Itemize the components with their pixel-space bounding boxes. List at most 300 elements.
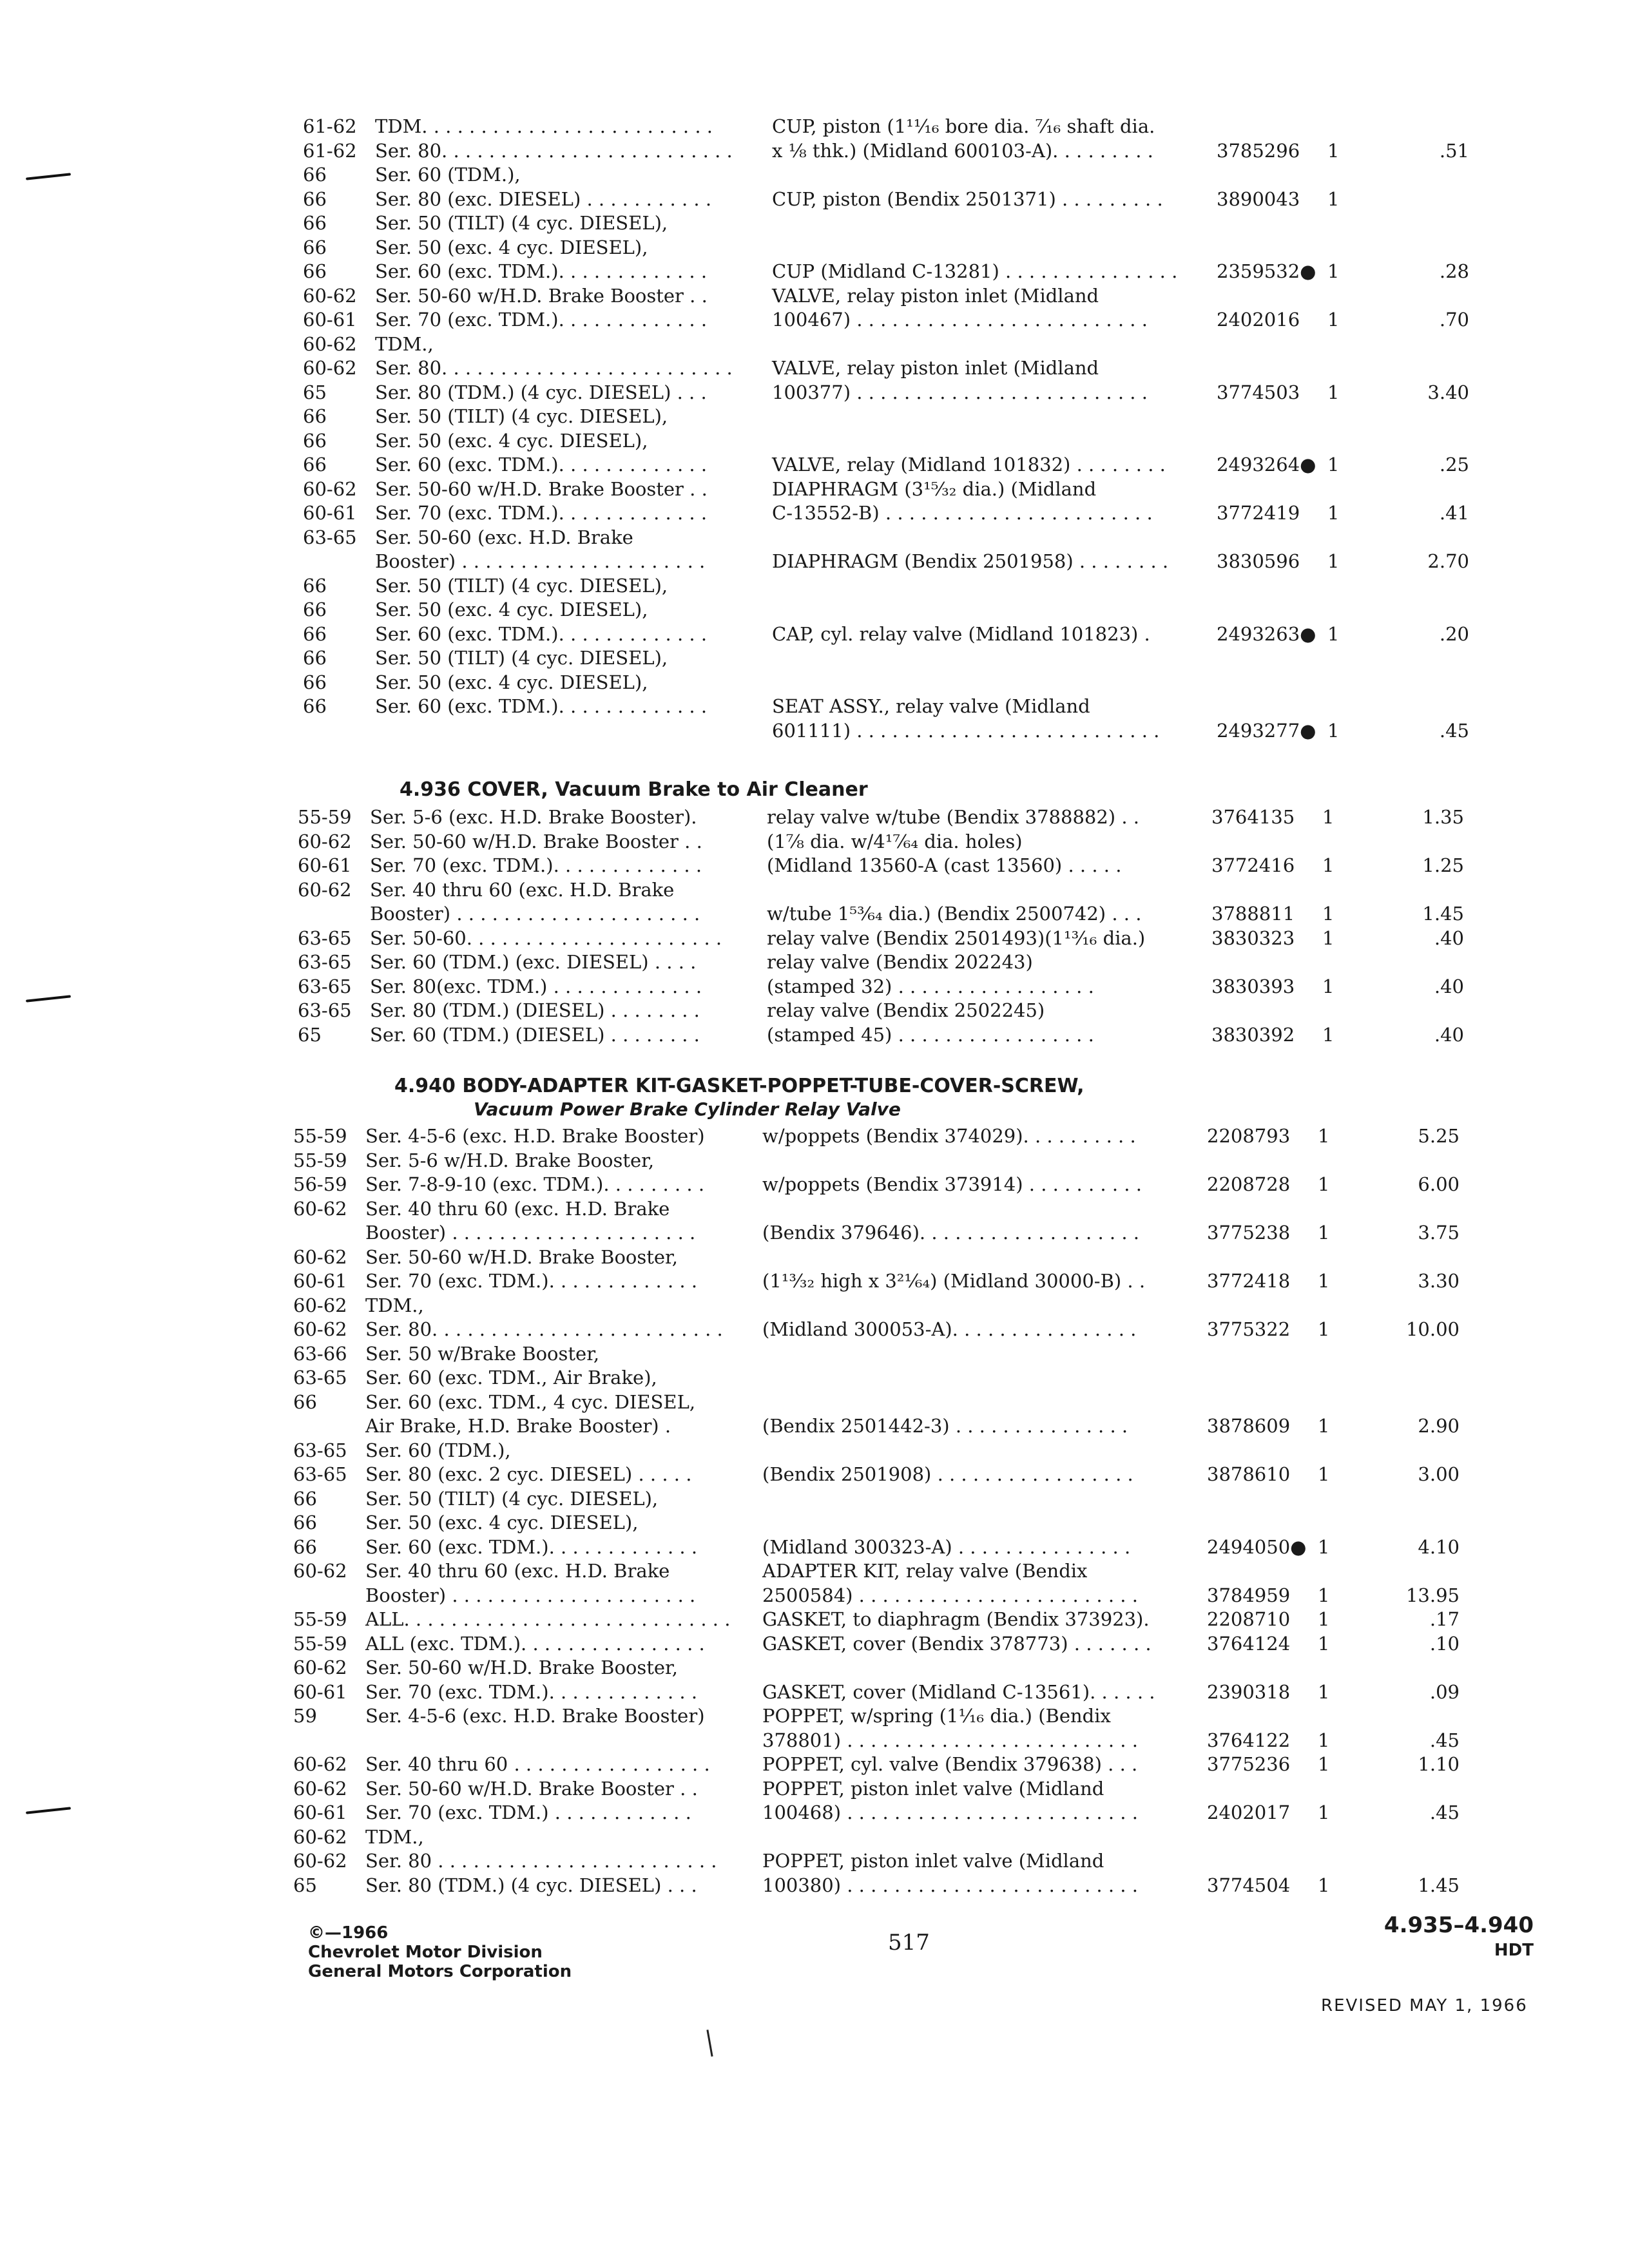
model-year: 55-59 [298,806,352,828]
table-row [298,878,1522,903]
list-price: 1.10 [1418,1753,1460,1775]
list-price: 1.25 [1422,854,1464,876]
series-application: Ser. 80 (TDM.) (4 cyc. DIESEL) . . . [375,381,707,403]
model-year: 63-65 [298,951,352,973]
table-row [293,1511,1518,1535]
series-application: Ser. 60 (exc. TDM.). . . . . . . . . . . . . [375,454,708,476]
copyright: ©—1966 [308,1923,389,1943]
table-row [303,260,1527,284]
table-row [293,1801,1518,1825]
series-application: Ser. 60 (exc. TDM.). . . . . . . . . . . . . [375,695,708,717]
series-application: Ser. 50-60 w/H.D. Brake Booster . . [375,477,708,500]
table-row [293,1753,1518,1777]
table-row [303,211,1527,236]
table-row [293,1439,1518,1463]
part-description: relay valve (Bendix 202243) [767,951,1033,973]
series-application: Ser. 50-60 w/H.D. Brake Booster, [365,1657,678,1678]
quantity: 1 [1318,1415,1330,1437]
model-year: 60-62 [298,878,352,901]
table-row [293,1342,1518,1367]
quantity: 1 [1322,854,1335,876]
list-price: 2.90 [1418,1415,1460,1437]
section-subtitle-4940: Vacuum Power Brake Cylinder Relay Valve [474,1099,901,1120]
revised-date: REVISED MAY 1, 1966 [1321,1996,1528,2015]
table-row [303,139,1527,164]
part-description: 100467) . . . . . . . . . . . . . . . . . . . . . . . . . [772,309,1148,331]
table-row [293,1294,1518,1318]
series-application: Ser. 60 (TDM.) (exc. DIESEL) . . . . [370,951,697,973]
series-application: Ser. 40 thru 60 . . . . . . . . . . . . . . . . . [365,1753,710,1775]
series-application: Ser. 50 (TILT) (4 cyc. DIESEL), [375,405,668,427]
series-application: Ser. 60 (exc. TDM., Air Brake), [365,1367,657,1389]
series-application: Ser. 50 (exc. 4 cyc. DIESEL), [375,671,648,693]
part-number: 2494050● [1207,1535,1307,1558]
part-number: 3774503 [1217,381,1300,403]
part-description: GASKET, cover (Midland C-13561). . . . . . [762,1680,1155,1703]
section-range-label [1366,1912,1534,1960]
part-description: (Midland 300323-A) . . . . . . . . . . . . . . . [762,1535,1131,1558]
series-application: ALL. . . . . . . . . . . . . . . . . . . . . . . . . . . . [365,1608,731,1630]
series-application: Ser. 60 (exc. TDM.). . . . . . . . . . . . . [375,260,708,282]
quantity: 1 [1318,1753,1330,1775]
part-number: 3772419 [1217,502,1300,524]
model-year: 66 [303,164,327,186]
list-price: 6.00 [1418,1173,1460,1195]
table-row [293,1825,1518,1850]
part-number: 2402017 [1207,1802,1291,1823]
quantity: 1 [1327,502,1340,524]
model-year: 60-62 [303,284,357,307]
model-year: 66 [303,599,327,620]
division-name: Chevrolet Motor Division [308,1943,543,1962]
part-description: GASKET, to diaphragm (Bendix 373923). [762,1608,1150,1630]
model-year: 66 [303,236,327,258]
parts-table-4940 [293,1124,1518,1898]
table-row [293,1704,1518,1729]
series-application: Ser. 50 (exc. 4 cyc. DIESEL), [375,429,648,452]
model-year: 63-65 [298,927,352,949]
list-price: .20 [1439,622,1469,645]
model-year: 60-62 [293,1825,347,1848]
series-application: Ser. 50-60 (exc. H.D. Brake [375,526,633,548]
quantity: 1 [1327,187,1340,210]
table-row [293,1197,1518,1222]
parts-table-4936 [298,805,1522,1047]
series-application: Ser. 50 (exc. 4 cyc. DIESEL), [365,1512,639,1533]
part-number: 3775322 [1207,1318,1291,1340]
table-row [303,622,1527,647]
part-description: 378801) . . . . . . . . . . . . . . . . . . . . . . . . . [762,1729,1138,1751]
list-price: .09 [1429,1680,1460,1703]
model-year: 60-62 [293,1560,347,1582]
part-number: 2493264● [1217,454,1316,476]
part-description: w/poppets (Bendix 373914) . . . . . . . . . . [762,1173,1142,1195]
part-number: 3772416 [1211,854,1295,876]
table-row [303,187,1527,212]
part-number: 2390318 [1207,1680,1291,1703]
table-row [293,1414,1518,1439]
part-number: 2493277● [1217,719,1316,742]
table-row [293,1656,1518,1680]
table-row [293,1366,1518,1390]
quantity: 1 [1318,1125,1330,1147]
part-description: CAP, cyl. relay valve (Midland 101823) . [772,622,1150,645]
model-year: 60-62 [293,1777,347,1800]
quantity: 1 [1322,975,1335,997]
quantity: 1 [1318,1802,1330,1823]
model-year: 66 [303,454,327,476]
table-row [303,356,1527,381]
table-row [293,1584,1518,1608]
part-description: w/tube 1⁵³⁄₆₄ dia.) (Bendix 2500742) . . . [767,903,1142,925]
series-application: Ser. 60 (exc. TDM.). . . . . . . . . . . . . [365,1535,698,1558]
table-row [298,927,1522,951]
list-price: .51 [1439,139,1469,162]
table-row [293,1874,1518,1898]
series-application: Ser. 80 . . . . . . . . . . . . . . . . . . . . . . . . [365,1850,717,1872]
page-number: 517 [888,1930,930,1956]
table-row [293,1608,1518,1632]
model-year: 63-65 [293,1367,347,1389]
model-year: 63-66 [293,1342,347,1365]
model-year: 66 [303,574,327,597]
series-application: Ser. 60 (TDM.) (DIESEL) . . . . . . . . [370,1023,700,1046]
series-application: Ser. 50 (TILT) (4 cyc. DIESEL), [365,1487,659,1510]
table-row [303,719,1527,744]
series-application: Ser. 40 thru 60 (exc. H.D. Brake [365,1560,670,1582]
part-description: (Bendix 2501442-3) . . . . . . . . . . . . . . . [762,1415,1128,1437]
table-row [293,1318,1518,1342]
model-year: 60-61 [303,502,357,524]
table-row [293,1535,1518,1560]
list-price: 1.45 [1422,903,1464,925]
section-title-4940: 4.940 BODY-ADAPTER KIT-GASKET-POPPET-TUBE-COVER-SCREW, [394,1075,1084,1097]
part-description: CUP (Midland C-13281) . . . . . . . . . . . . . . . [772,260,1178,282]
series-application: TDM. . . . . . . . . . . . . . . . . . . . . . . . . [375,115,713,137]
binder-hole-mark [26,995,71,1002]
table-row [303,163,1527,187]
model-year: 66 [303,429,327,452]
model-year: 66 [293,1512,317,1533]
part-description: 100468) . . . . . . . . . . . . . . . . . . . . . . . . . [762,1802,1138,1823]
model-year: 60-62 [293,1294,347,1316]
quantity: 1 [1327,260,1340,282]
series-application: Ser. 50-60 w/H.D. Brake Booster . . [370,830,702,852]
part-number: 3784959 [1207,1584,1291,1606]
quantity: 1 [1322,806,1335,828]
series-application: Ser. 60 (TDM.), [365,1439,511,1461]
table-row [293,1849,1518,1874]
table-row [303,453,1527,477]
part-description: (Midland 13560-A (cast 13560) . . . . . [767,854,1122,876]
part-description: GASKET, cover (Bendix 378773) . . . . . . . [762,1632,1152,1655]
part-number: 3775236 [1207,1753,1291,1775]
part-description: x ⅛ thk.) (Midland 600103-A). . . . . . . . . [772,139,1153,162]
part-description: 100380) . . . . . . . . . . . . . . . . . . . . . . . . . [762,1874,1138,1896]
series-application: TDM., [365,1294,424,1316]
table-row [303,405,1527,429]
series-application: Ser. 50 (exc. 4 cyc. DIESEL), [375,599,648,620]
series-application: Ser. 5-6 w/H.D. Brake Booster, [365,1149,655,1171]
list-price: .10 [1429,1632,1460,1655]
series-application: Ser. 80 (exc. 2 cyc. DIESEL) . . . . . [365,1463,692,1485]
table-row [293,1487,1518,1512]
binder-hole-mark [26,173,71,180]
model-year: 60-61 [293,1680,347,1703]
series-application: Ser. 50 (TILT) (4 cyc. DIESEL), [375,574,668,597]
list-price: .70 [1439,309,1469,331]
table-row [293,1559,1518,1584]
table-row [303,477,1527,502]
series-application: ALL (exc. TDM.). . . . . . . . . . . . . . . . [365,1632,705,1655]
series-application: Ser. 50-60. . . . . . . . . . . . . . . . . . . . . . [370,927,722,949]
series-application: Booster) . . . . . . . . . . . . . . . . . . . . . [370,903,700,925]
section-title-4936: 4.936 COVER, Vacuum Brake to Air Cleaner [400,778,868,801]
series-application: Ser. 70 (exc. TDM.). . . . . . . . . . . . . [365,1270,698,1292]
table-row [293,1173,1518,1197]
series-application: Ser. 50 w/Brake Booster, [365,1342,600,1365]
part-description: (stamped 32) . . . . . . . . . . . . . . . . . [767,975,1094,997]
list-price: 3.75 [1418,1222,1460,1244]
part-description: (1¹³⁄₃₂ high x 3²¹⁄₆₄) (Midland 30000-B) . . [762,1270,1146,1292]
model-year: 60-62 [303,477,357,500]
table-row [303,308,1527,332]
series-application: Ser. 50-60 w/H.D. Brake Booster . . [365,1777,698,1800]
series-application: Ser. 80. . . . . . . . . . . . . . . . . . . . . . . . . [375,357,733,379]
series-application: Ser. 80 (TDM.) (DIESEL) . . . . . . . . [370,999,700,1021]
list-price: 13.95 [1405,1584,1460,1606]
table-row [293,1632,1518,1657]
table-row [298,950,1522,975]
publisher-credit [308,1923,572,1981]
part-number: 3764135 [1211,806,1295,828]
list-price: .25 [1439,454,1469,476]
table-row [293,1124,1518,1149]
part-number: 3788811 [1211,903,1295,925]
series-application: Booster) . . . . . . . . . . . . . . . . . . . . . [375,550,706,572]
model-year: 61-62 [303,115,357,137]
part-description: 601111) . . . . . . . . . . . . . . . . . . . . . . . . . . [772,719,1160,742]
model-year: 66 [293,1487,317,1510]
table-row [303,526,1527,550]
model-year: 60-61 [298,854,352,876]
model-year: 66 [303,187,327,210]
table-row [293,1390,1518,1415]
quantity: 1 [1327,454,1340,476]
part-description: (1⅞ dia. w/4¹⁷⁄₆₄ dia. holes) [767,830,1023,852]
table-row [293,1680,1518,1705]
series-application: Ser. 50 (exc. 4 cyc. DIESEL), [375,236,648,258]
model-year: 63-65 [293,1439,347,1461]
part-description: SEAT ASSY., relay valve (Midland [772,695,1090,717]
list-price: .40 [1434,975,1464,997]
table-row [303,671,1527,695]
model-year: 55-59 [293,1125,347,1147]
model-year: 66 [303,647,327,669]
part-number: 2208710 [1207,1608,1291,1630]
series-application: Ser. 70 (exc. TDM.). . . . . . . . . . . . . [375,309,708,331]
model-year: 63-65 [298,975,352,997]
list-price: .40 [1434,927,1464,949]
model-year: 66 [293,1390,317,1413]
series-application: Ser. 50 (TILT) (4 cyc. DIESEL), [375,212,668,234]
series-application: Ser. 70 (exc. TDM.). . . . . . . . . . . . . [375,502,708,524]
list-price: 1.45 [1418,1874,1460,1896]
table-row [293,1777,1518,1802]
series-application: Ser. 50 (TILT) (4 cyc. DIESEL), [375,647,668,669]
table-row [303,646,1527,671]
series-application: Ser. 70 (exc. TDM.). . . . . . . . . . . . . [370,854,702,876]
model-year: 60-61 [293,1802,347,1823]
quantity: 1 [1327,550,1340,572]
model-year: 66 [303,212,327,234]
table-row [293,1245,1518,1270]
section-code: HDT [1494,1941,1534,1960]
part-description: VALVE, relay (Midland 101832) . . . . . . . . [772,454,1166,476]
part-number: 2493263● [1217,622,1316,645]
series-application: Ser. 40 thru 60 (exc. H.D. Brake [370,878,675,901]
table-row [303,501,1527,526]
table-row [298,999,1522,1023]
part-description: 100377) . . . . . . . . . . . . . . . . . . . . . . . . . [772,381,1148,403]
part-number: 2359532● [1217,260,1316,282]
series-application: Ser. 80. . . . . . . . . . . . . . . . . . . . . . . . . [375,139,733,162]
model-year: 60-62 [303,332,357,355]
part-description: relay valve (Bendix 2501493)(1¹³⁄₁₆ dia.) [767,927,1146,949]
table-row [293,1221,1518,1245]
part-description: CUP, piston (1¹¹⁄₁₆ bore dia. ⁷⁄₁₆ shaft dia. [772,115,1155,137]
series-application: Ser. 60 (TDM.), [375,164,521,186]
table-row [298,805,1522,830]
quantity: 1 [1318,1632,1330,1655]
model-year: 63-65 [298,999,352,1021]
model-year: 60-61 [293,1270,347,1292]
model-year: 66 [303,260,327,282]
table-row [293,1269,1518,1294]
series-application: Booster) . . . . . . . . . . . . . . . . . . . . . [365,1584,696,1606]
model-year: 63-65 [293,1463,347,1485]
section-range: 4.935–4.940 [1383,1912,1534,1938]
list-price: 3.30 [1418,1270,1460,1292]
quantity: 1 [1327,381,1340,403]
part-description: POPPET, w/spring (1¹⁄₁₆ dia.) (Bendix [762,1705,1111,1727]
series-application: Ser. 4-5-6 (exc. H.D. Brake Booster) [365,1705,705,1727]
binder-hole-mark [26,1807,71,1814]
quantity: 1 [1327,622,1340,645]
series-application: Ser. 60 (exc. TDM., 4 cyc. DIESEL, [365,1390,696,1413]
table-row [293,1729,1518,1753]
model-year: 65 [293,1874,317,1896]
model-year: 61-62 [303,139,357,162]
part-description: CUP, piston (Bendix 2501371) . . . . . . . . . [772,187,1163,210]
model-year: 60-62 [293,1850,347,1872]
part-number: 3878609 [1207,1415,1291,1437]
quantity: 1 [1318,1874,1330,1896]
part-description: VALVE, relay piston inlet (Midland [772,284,1099,307]
series-application: Ser. 80. . . . . . . . . . . . . . . . . . . . . . . . . [365,1318,723,1340]
stray-pen-mark [706,2030,713,2057]
model-year: 66 [293,1535,317,1558]
table-row [303,695,1527,719]
model-year: 66 [303,405,327,427]
part-description: (Bendix 2501908) . . . . . . . . . . . . . . . . . [762,1463,1133,1485]
list-price: .45 [1439,719,1469,742]
quantity: 1 [1327,139,1340,162]
list-price: 4.10 [1418,1535,1460,1558]
model-year: 60-62 [303,357,357,379]
list-price: 1.35 [1422,806,1464,828]
part-number: 3785296 [1217,139,1300,162]
quantity: 1 [1318,1680,1330,1703]
table-row [303,236,1527,260]
model-year: 66 [303,671,327,693]
part-number: 2208793 [1207,1125,1291,1147]
list-price: .40 [1434,1023,1464,1046]
table-row [303,381,1527,405]
table-row [303,574,1527,599]
series-application: TDM., [375,332,434,355]
quantity: 1 [1318,1270,1330,1292]
part-number: 2402016 [1217,309,1300,331]
model-year: 55-59 [293,1149,347,1171]
part-description: DIAPHRAGM (3¹⁵⁄₃₂ dia.) (Midland [772,477,1097,500]
series-application: Ser. 80 (TDM.) (4 cyc. DIESEL) . . . [365,1874,697,1896]
series-application: Booster) . . . . . . . . . . . . . . . . . . . . . [365,1222,696,1244]
part-description: DIAPHRAGM (Bendix 2501958) . . . . . . . . [772,550,1169,572]
model-year: 60-62 [293,1245,347,1268]
series-application: Ser. 5-6 (exc. H.D. Brake Booster). [370,806,697,828]
model-year: 65 [303,381,327,403]
quantity: 1 [1318,1463,1330,1485]
list-price: 5.25 [1418,1125,1460,1147]
table-row [303,598,1527,622]
model-year: 60-61 [303,309,357,331]
table-row [303,550,1527,574]
part-number: 3830393 [1211,975,1295,997]
part-number: 3830596 [1217,550,1300,572]
series-application: TDM., [365,1825,424,1848]
part-description: w/poppets (Bendix 374029). . . . . . . . . . [762,1125,1136,1147]
part-description: POPPET, piston inlet valve (Midland [762,1777,1104,1800]
series-application: Ser. 50-60 w/H.D. Brake Booster . . [375,284,708,307]
part-description: POPPET, piston inlet valve (Midland [762,1850,1104,1872]
corporation-name: General Motors Corporation [308,1962,572,1981]
table-row [293,1149,1518,1173]
part-description: VALVE, relay piston inlet (Midland [772,357,1099,379]
list-price: .17 [1429,1608,1460,1630]
part-description: relay valve w/tube (Bendix 3788882) . . [767,806,1139,828]
table-row [303,332,1527,357]
part-number: 2208728 [1207,1173,1291,1195]
part-number: 3890043 [1217,187,1300,210]
part-description: (stamped 45) . . . . . . . . . . . . . . . . . [767,1023,1094,1046]
quantity: 1 [1318,1535,1330,1558]
model-year: 60-62 [293,1753,347,1775]
part-number: 3775238 [1207,1222,1291,1244]
list-price: .41 [1439,502,1469,524]
series-application: Ser. 70 (exc. TDM.). . . . . . . . . . . . . [365,1680,698,1703]
table-row [303,115,1527,139]
quantity: 1 [1322,903,1335,925]
model-year: 56-59 [293,1173,347,1195]
table-row [298,1023,1522,1048]
list-price: .45 [1429,1729,1460,1751]
part-description: POPPET, cyl. valve (Bendix 379638) . . . [762,1753,1138,1775]
part-number: 3764124 [1207,1632,1291,1655]
part-number: 3878610 [1207,1463,1291,1485]
part-description: (Bendix 379646). . . . . . . . . . . . . . . . . . . [762,1222,1139,1244]
part-description: relay valve (Bendix 2502245) [767,999,1045,1021]
